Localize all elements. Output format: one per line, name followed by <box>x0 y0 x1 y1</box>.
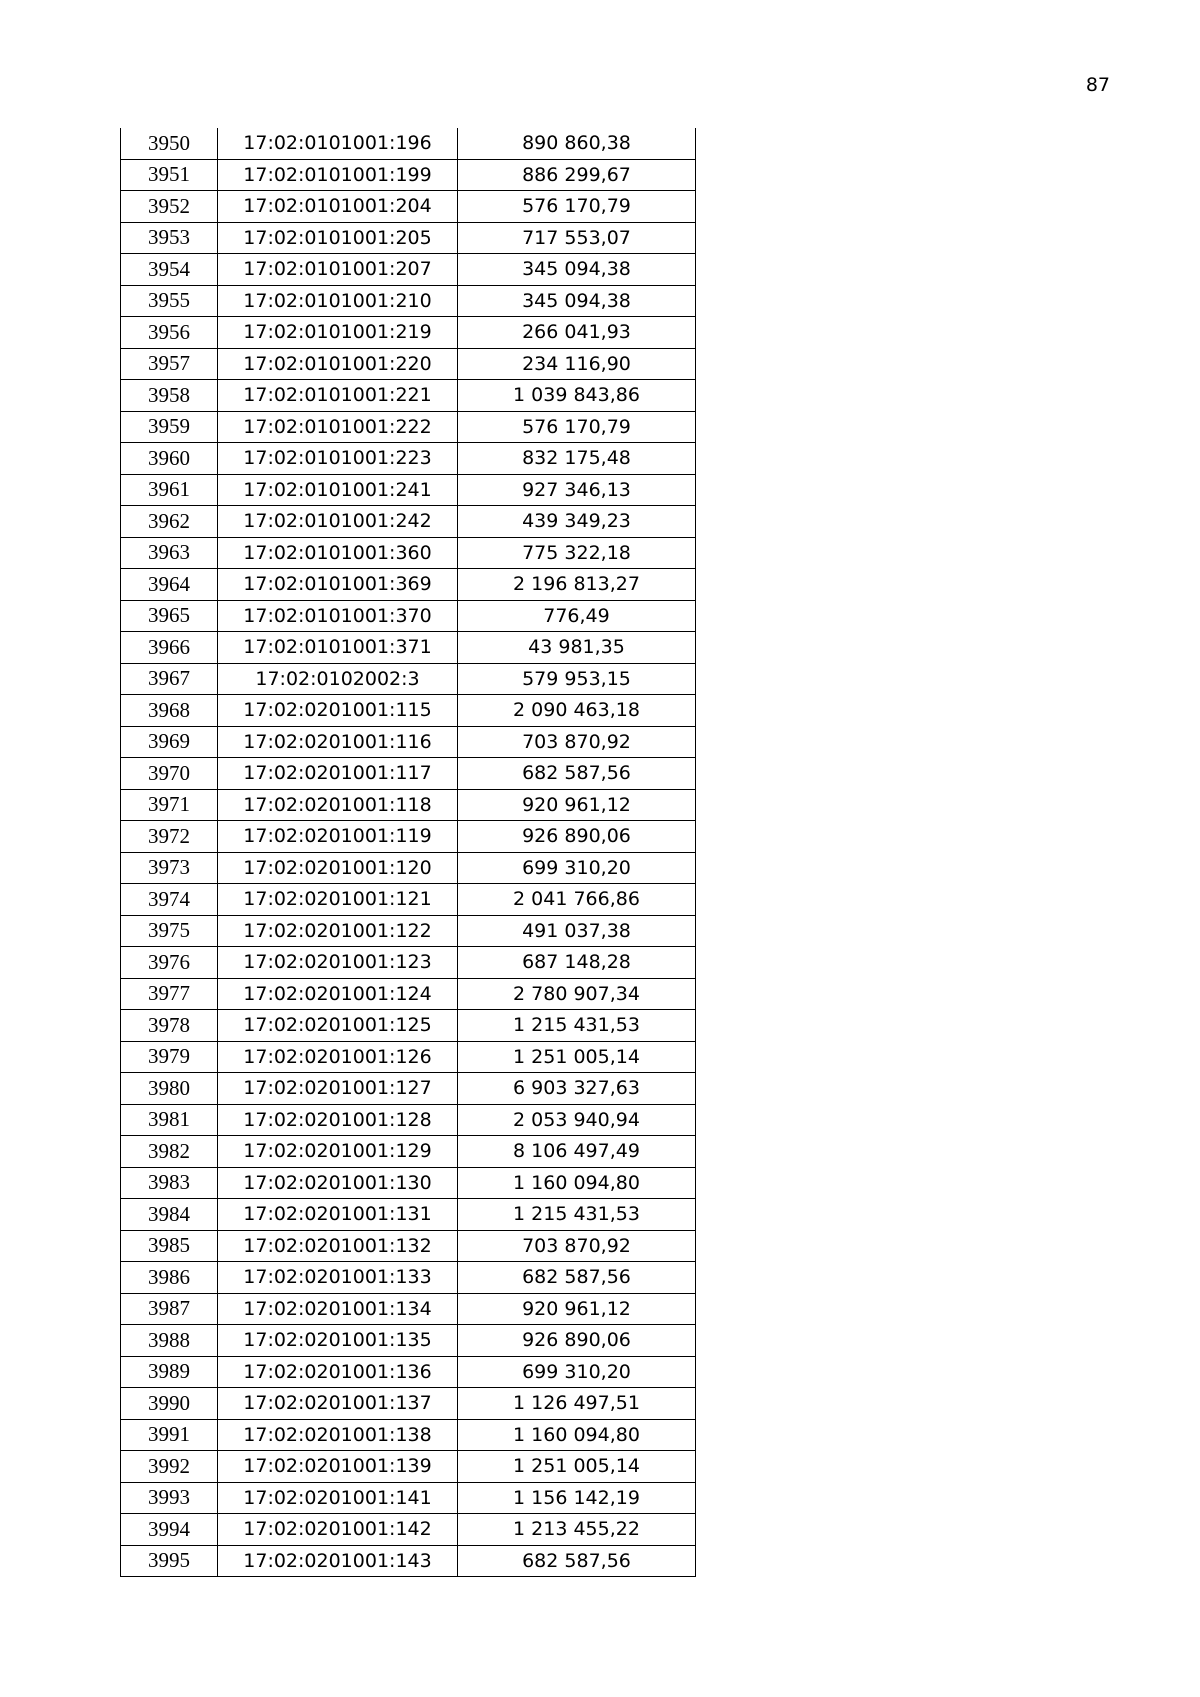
cadastral-number-cell: 17:02:0201001:123 <box>218 947 458 979</box>
row-number-cell: 3978 <box>121 1010 218 1042</box>
cadastral-value-cell: 1 251 005,14 <box>458 1041 696 1073</box>
table-row <box>121 978 696 1010</box>
cadastral-number-cell: 17:02:0201001:117 <box>218 758 458 790</box>
cadastral-value-cell: 926 890,06 <box>458 1325 696 1357</box>
table-row <box>121 222 696 254</box>
cadastral-value-cell: 43 981,35 <box>458 632 696 664</box>
cadastral-number-cell: 17:02:0201001:138 <box>218 1419 458 1451</box>
cadastral-number-cell: 17:02:0201001:133 <box>218 1262 458 1294</box>
cadastral-number-cell: 17:02:0201001:115 <box>218 695 458 727</box>
table-row <box>121 1482 696 1514</box>
cadastral-value-cell: 1 251 005,14 <box>458 1451 696 1483</box>
cadastral-value-cell: 439 349,23 <box>458 506 696 538</box>
cadastral-number-cell: 17:02:0101001:220 <box>218 348 458 380</box>
cadastral-value-cell: 576 170,79 <box>458 191 696 223</box>
cadastral-value-cell: 1 215 431,53 <box>458 1199 696 1231</box>
table-row <box>121 348 696 380</box>
table-row <box>121 1199 696 1231</box>
row-number-cell: 3957 <box>121 348 218 380</box>
row-number-cell: 3990 <box>121 1388 218 1420</box>
table-row <box>121 1388 696 1420</box>
row-number-cell: 3965 <box>121 600 218 632</box>
table-row <box>121 947 696 979</box>
table-row <box>121 537 696 569</box>
row-number-cell: 3954 <box>121 254 218 286</box>
cadastral-value-cell: 491 037,38 <box>458 915 696 947</box>
cadastral-number-cell: 17:02:0201001:142 <box>218 1514 458 1546</box>
cadastral-value-cell: 2 780 907,34 <box>458 978 696 1010</box>
table-row <box>121 695 696 727</box>
row-number-cell: 3953 <box>121 222 218 254</box>
table-row <box>121 884 696 916</box>
table-row <box>121 1136 696 1168</box>
row-number-cell: 3959 <box>121 411 218 443</box>
row-number-cell: 3972 <box>121 821 218 853</box>
cadastral-number-cell: 17:02:0101001:210 <box>218 285 458 317</box>
table-row <box>121 1514 696 1546</box>
row-number-cell: 3961 <box>121 474 218 506</box>
cadastral-number-cell: 17:02:0201001:132 <box>218 1230 458 1262</box>
row-number-cell: 3988 <box>121 1325 218 1357</box>
cadastral-value-cell: 927 346,13 <box>458 474 696 506</box>
cadastral-number-cell: 17:02:0101001:199 <box>218 159 458 191</box>
cadastral-value-cell: 1 126 497,51 <box>458 1388 696 1420</box>
table-row <box>121 1041 696 1073</box>
table-row <box>121 443 696 475</box>
table-row <box>121 506 696 538</box>
cadastral-value-cell: 6 903 327,63 <box>458 1073 696 1105</box>
table-row <box>121 159 696 191</box>
row-number-cell: 3995 <box>121 1545 218 1577</box>
cadastral-number-cell: 17:02:0101001:205 <box>218 222 458 254</box>
table-row <box>121 1325 696 1357</box>
cadastral-number-cell: 17:02:0201001:127 <box>218 1073 458 1105</box>
table-row <box>121 380 696 412</box>
row-number-cell: 3955 <box>121 285 218 317</box>
table-row <box>121 1010 696 1042</box>
row-number-cell: 3952 <box>121 191 218 223</box>
row-number-cell: 3979 <box>121 1041 218 1073</box>
cadastral-number-cell: 17:02:0201001:124 <box>218 978 458 1010</box>
table-row <box>121 1230 696 1262</box>
table-row <box>121 852 696 884</box>
cadastral-number-cell: 17:02:0201001:128 <box>218 1104 458 1136</box>
cadastral-value-cell: 703 870,92 <box>458 726 696 758</box>
row-number-cell: 3982 <box>121 1136 218 1168</box>
cadastral-value-cell: 886 299,67 <box>458 159 696 191</box>
cadastral-number-cell: 17:02:0201001:129 <box>218 1136 458 1168</box>
row-number-cell: 3971 <box>121 789 218 821</box>
cadastral-value-cell: 2 196 813,27 <box>458 569 696 601</box>
row-number-cell: 3981 <box>121 1104 218 1136</box>
table-row <box>121 1293 696 1325</box>
table-row <box>121 191 696 223</box>
cadastral-value-cell: 682 587,56 <box>458 758 696 790</box>
row-number-cell: 3950 <box>121 128 218 159</box>
cadastral-value-cell: 699 310,20 <box>458 852 696 884</box>
cadastral-number-cell: 17:02:0201001:139 <box>218 1451 458 1483</box>
cadastral-number-cell: 17:02:0101001:221 <box>218 380 458 412</box>
row-number-cell: 3977 <box>121 978 218 1010</box>
table-row <box>121 821 696 853</box>
cadastral-value-cell: 703 870,92 <box>458 1230 696 1262</box>
row-number-cell: 3986 <box>121 1262 218 1294</box>
row-number-cell: 3985 <box>121 1230 218 1262</box>
cadastral-number-cell: 17:02:0101001:207 <box>218 254 458 286</box>
cadastral-number-cell: 17:02:0101001:222 <box>218 411 458 443</box>
cadastral-value-cell: 345 094,38 <box>458 254 696 286</box>
row-number-cell: 3967 <box>121 663 218 695</box>
table-row <box>121 758 696 790</box>
table-row <box>121 1419 696 1451</box>
cadastral-number-cell: 17:02:0102002:3 <box>218 663 458 695</box>
table-row <box>121 1104 696 1136</box>
table-row <box>121 726 696 758</box>
cadastral-value-cell: 687 148,28 <box>458 947 696 979</box>
cadastral-number-cell: 17:02:0201001:136 <box>218 1356 458 1388</box>
cadastral-value-cell: 579 953,15 <box>458 663 696 695</box>
cadastral-number-cell: 17:02:0201001:135 <box>218 1325 458 1357</box>
cadastral-value-cell: 1 160 094,80 <box>458 1419 696 1451</box>
table-row <box>121 285 696 317</box>
cadastral-value-cell: 926 890,06 <box>458 821 696 853</box>
cadastral-number-cell: 17:02:0101001:242 <box>218 506 458 538</box>
row-number-cell: 3976 <box>121 947 218 979</box>
cadastral-number-cell: 17:02:0101001:371 <box>218 632 458 664</box>
row-number-cell: 3964 <box>121 569 218 601</box>
row-number-cell: 3993 <box>121 1482 218 1514</box>
cadastral-value-cell: 699 310,20 <box>458 1356 696 1388</box>
table-row <box>121 1167 696 1199</box>
cadastral-value-cell: 775 322,18 <box>458 537 696 569</box>
row-number-cell: 3994 <box>121 1514 218 1546</box>
cadastral-number-cell: 17:02:0201001:120 <box>218 852 458 884</box>
row-number-cell: 3963 <box>121 537 218 569</box>
table-row <box>121 915 696 947</box>
row-number-cell: 3992 <box>121 1451 218 1483</box>
cadastral-number-cell: 17:02:0101001:369 <box>218 569 458 601</box>
cadastral-value-cell: 1 039 843,86 <box>458 380 696 412</box>
table-row <box>121 254 696 286</box>
cadastral-number-cell: 17:02:0101001:219 <box>218 317 458 349</box>
row-number-cell: 3983 <box>121 1167 218 1199</box>
row-number-cell: 3962 <box>121 506 218 538</box>
cadastral-value-cell: 1 213 455,22 <box>458 1514 696 1546</box>
cadastral-value-cell: 717 553,07 <box>458 222 696 254</box>
table-row <box>121 663 696 695</box>
cadastral-number-cell: 17:02:0201001:134 <box>218 1293 458 1325</box>
row-number-cell: 3989 <box>121 1356 218 1388</box>
row-number-cell: 3966 <box>121 632 218 664</box>
cadastral-number-cell: 17:02:0201001:122 <box>218 915 458 947</box>
cadastral-number-cell: 17:02:0201001:141 <box>218 1482 458 1514</box>
table-row <box>121 1451 696 1483</box>
cadastral-value-cell: 2 053 940,94 <box>458 1104 696 1136</box>
cadastral-value-table <box>120 128 696 1577</box>
row-number-cell: 3984 <box>121 1199 218 1231</box>
table-row <box>121 632 696 664</box>
cadastral-number-cell: 17:02:0201001:137 <box>218 1388 458 1420</box>
cadastral-number-cell: 17:02:0201001:126 <box>218 1041 458 1073</box>
cadastral-number-cell: 17:02:0201001:131 <box>218 1199 458 1231</box>
cadastral-number-cell: 17:02:0201001:130 <box>218 1167 458 1199</box>
row-number-cell: 3973 <box>121 852 218 884</box>
table-row <box>121 1356 696 1388</box>
cadastral-value-cell: 890 860,38 <box>458 128 696 159</box>
cadastral-value-cell: 920 961,12 <box>458 789 696 821</box>
row-number-cell: 3951 <box>121 159 218 191</box>
table-row <box>121 317 696 349</box>
cadastral-value-cell: 1 215 431,53 <box>458 1010 696 1042</box>
row-number-cell: 3970 <box>121 758 218 790</box>
cadastral-number-cell: 17:02:0101001:204 <box>218 191 458 223</box>
row-number-cell: 3960 <box>121 443 218 475</box>
table-row <box>121 411 696 443</box>
row-number-cell: 3974 <box>121 884 218 916</box>
row-number-cell: 3968 <box>121 695 218 727</box>
cadastral-value-cell: 345 094,38 <box>458 285 696 317</box>
cadastral-number-cell: 17:02:0101001:223 <box>218 443 458 475</box>
row-number-cell: 3987 <box>121 1293 218 1325</box>
cadastral-number-cell: 17:02:0201001:125 <box>218 1010 458 1042</box>
cadastral-number-cell: 17:02:0201001:118 <box>218 789 458 821</box>
cadastral-value-cell: 8 106 497,49 <box>458 1136 696 1168</box>
cadastral-value-cell: 234 116,90 <box>458 348 696 380</box>
row-number-cell: 3969 <box>121 726 218 758</box>
cadastral-value-cell: 2 090 463,18 <box>458 695 696 727</box>
cadastral-value-cell: 576 170,79 <box>458 411 696 443</box>
table-row <box>121 569 696 601</box>
cadastral-number-cell: 17:02:0101001:241 <box>218 474 458 506</box>
table-row <box>121 600 696 632</box>
table-row <box>121 1545 696 1577</box>
cadastral-number-cell: 17:02:0101001:360 <box>218 537 458 569</box>
cadastral-value-cell: 832 175,48 <box>458 443 696 475</box>
table-row <box>121 789 696 821</box>
cadastral-number-cell: 17:02:0201001:121 <box>218 884 458 916</box>
cadastral-number-cell: 17:02:0101001:196 <box>218 128 458 159</box>
cadastral-value-cell: 1 156 142,19 <box>458 1482 696 1514</box>
cadastral-number-cell: 17:02:0201001:116 <box>218 726 458 758</box>
row-number-cell: 3975 <box>121 915 218 947</box>
table-body <box>121 128 696 1577</box>
table-row <box>121 1073 696 1105</box>
row-number-cell: 3991 <box>121 1419 218 1451</box>
cadastral-value-cell: 682 587,56 <box>458 1262 696 1294</box>
page-number: 87 <box>1085 74 1110 96</box>
cadastral-value-cell: 776,49 <box>458 600 696 632</box>
table-row <box>121 1262 696 1294</box>
cadastral-number-cell: 17:02:0201001:119 <box>218 821 458 853</box>
cadastral-value-cell: 2 041 766,86 <box>458 884 696 916</box>
row-number-cell: 3980 <box>121 1073 218 1105</box>
cadastral-value-cell: 1 160 094,80 <box>458 1167 696 1199</box>
cadastral-number-cell: 17:02:0101001:370 <box>218 600 458 632</box>
table-row <box>121 474 696 506</box>
cadastral-value-cell: 682 587,56 <box>458 1545 696 1577</box>
cadastral-value-cell: 920 961,12 <box>458 1293 696 1325</box>
cadastral-number-cell: 17:02:0201001:143 <box>218 1545 458 1577</box>
table-row <box>121 128 696 159</box>
row-number-cell: 3958 <box>121 380 218 412</box>
row-number-cell: 3956 <box>121 317 218 349</box>
cadastral-value-cell: 266 041,93 <box>458 317 696 349</box>
